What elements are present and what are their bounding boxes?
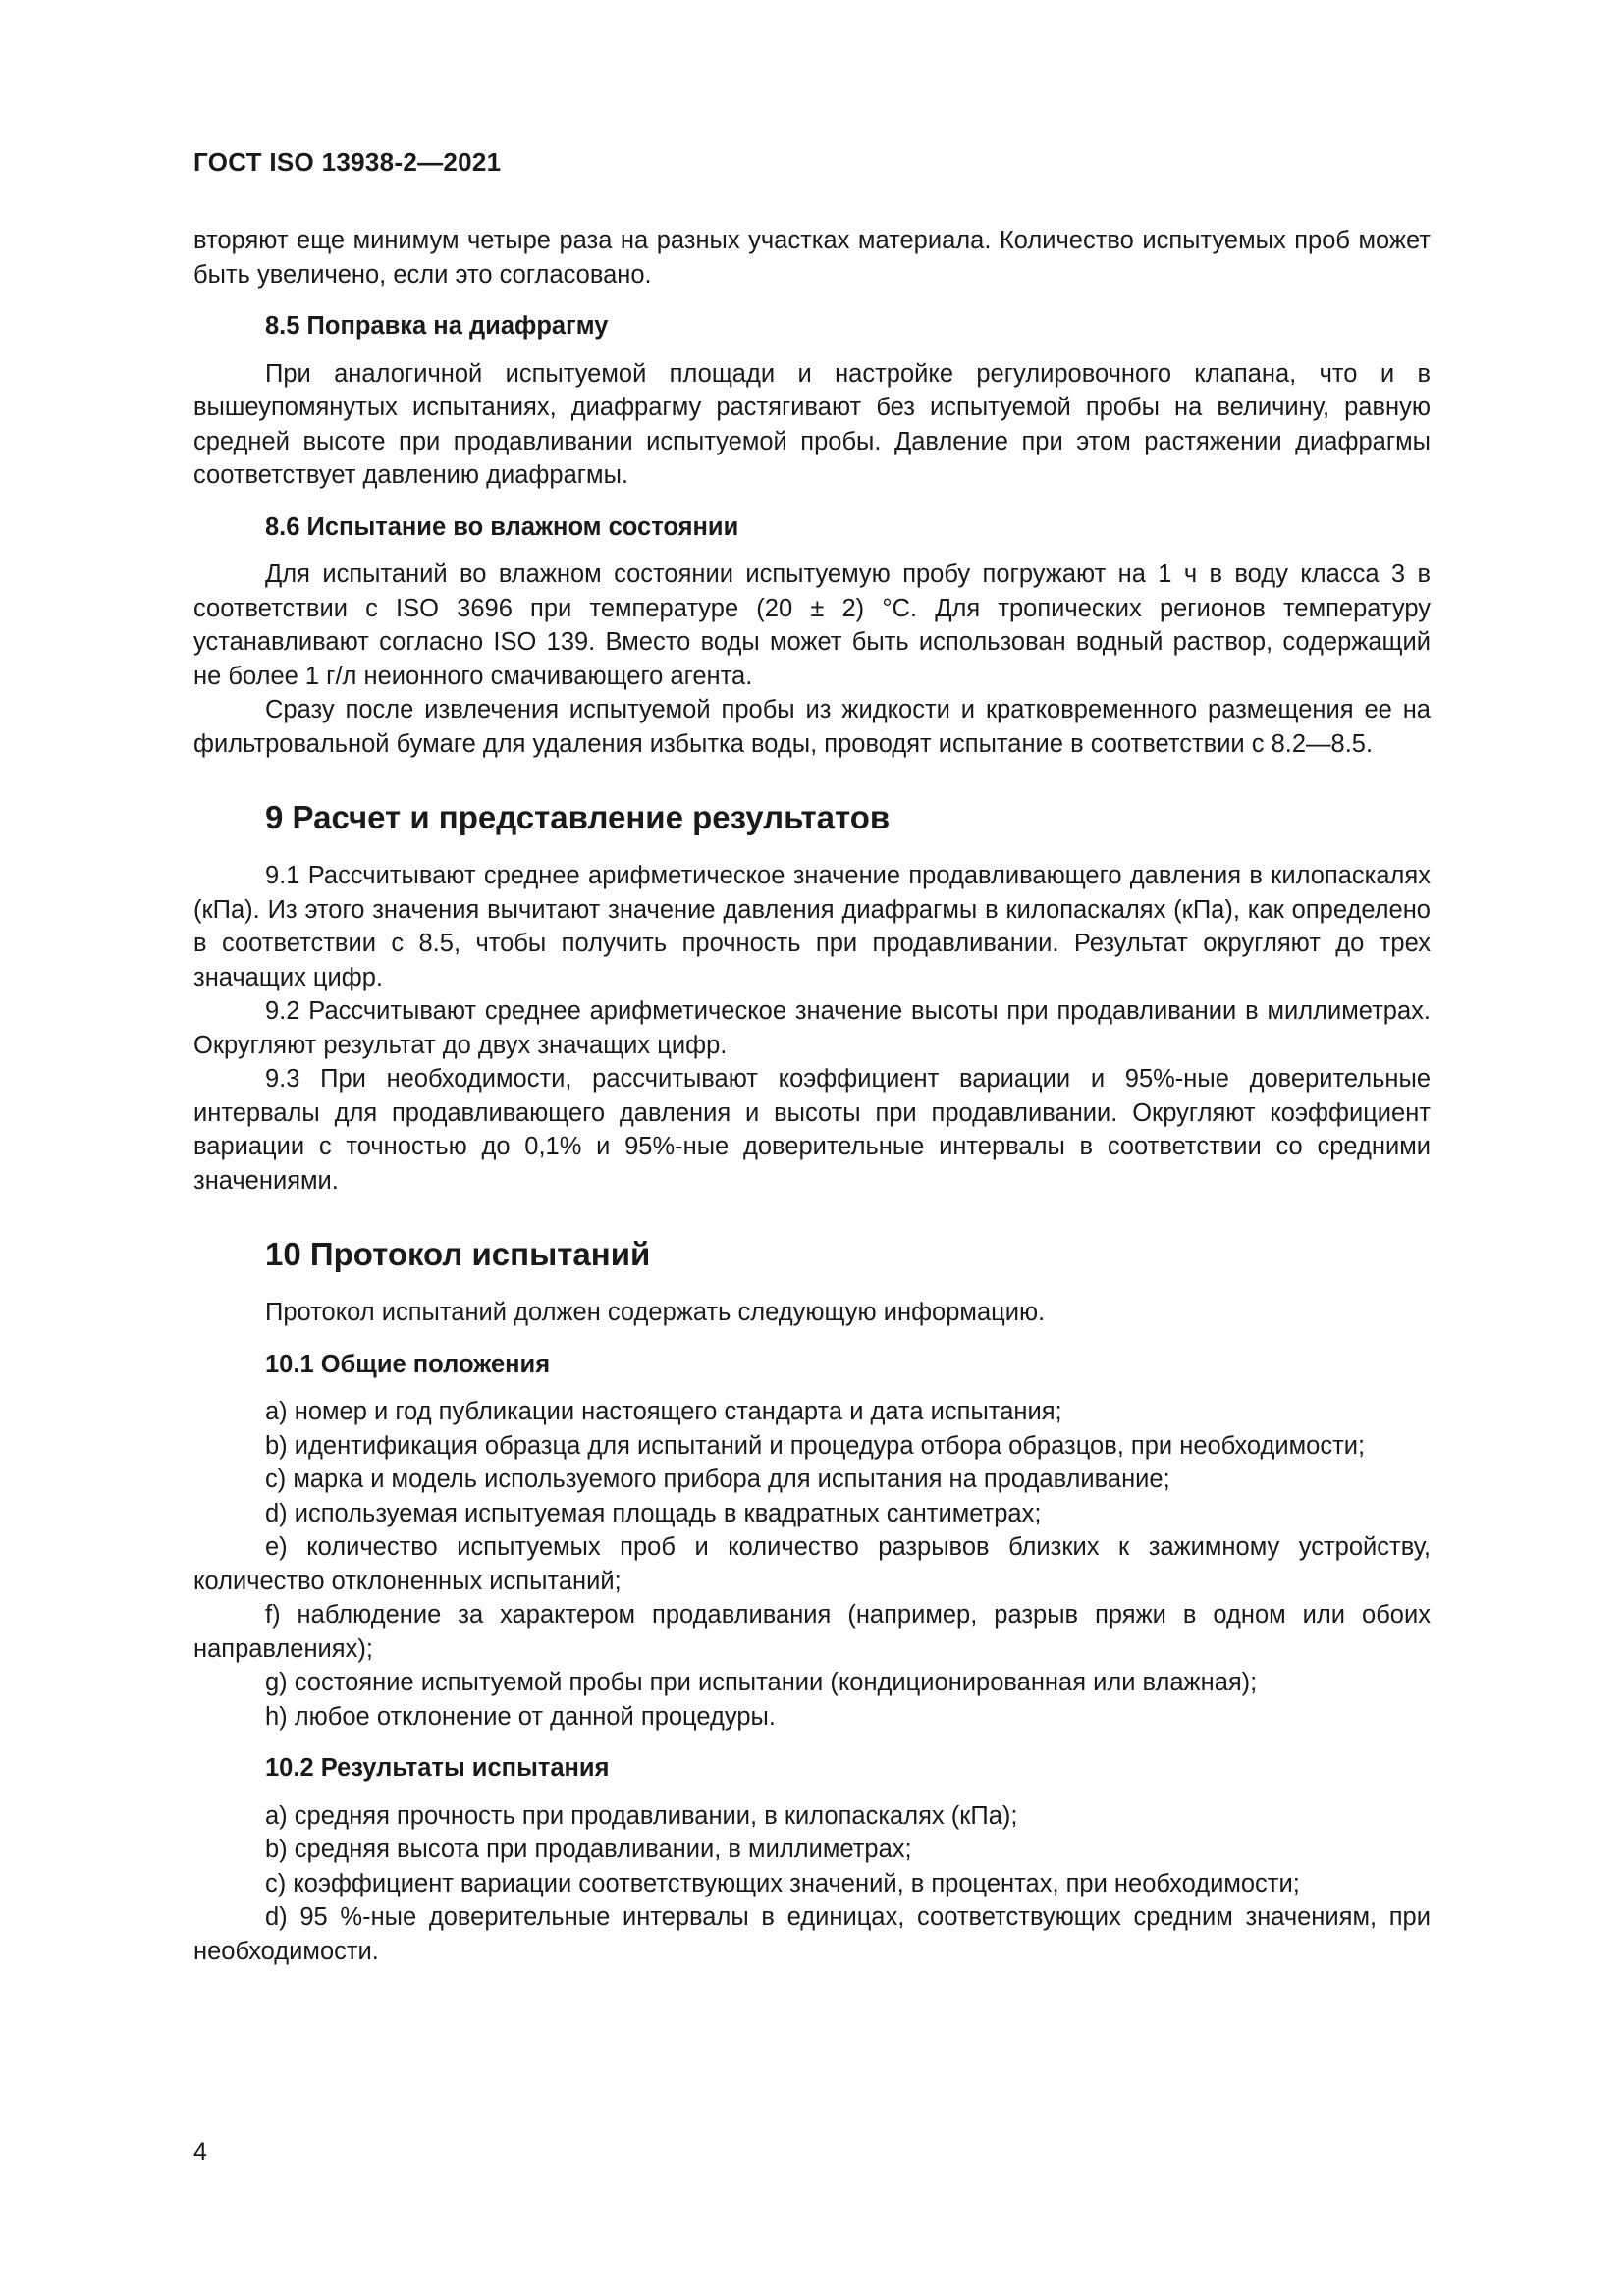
section-9-3-paragraph: 9.3 При необходимости, рассчитывают коэффициент вариации и 95%-ные доверительные интервалы для продавливающего давления и высоты при продавливании. Округляют коэффициент вариации с точностью до 0,1% и 95%-ные доверительные интервалы в соответствии со средними значениями. xyxy=(193,1065,1431,1195)
list-item: b) средняя высота при продавливании, в миллиметрах; xyxy=(265,1836,912,1863)
list-item: b) идентификация образца для испытаний и процедура отбора образцов, при необходимости; xyxy=(265,1431,1366,1460)
list-item: c) марка и модель используемого прибора для испытания на продавливание; xyxy=(265,1466,1170,1493)
section-9-1-paragraph: 9.1 Рассчитывают среднее арифметическое значение продавливающего давления в килопаскалях (кПа). Из этого значения вычитают значение давления диафрагмы в килопаскалях (кПа), как определено в соответствии с 8.5, чтобы получить прочность при продавливании. Результат округляют до трех значащих цифр. xyxy=(193,862,1431,991)
page-content xyxy=(193,224,1431,1968)
list-item: a) средняя прочность при продавливании, в килопаскалях (кПа); xyxy=(265,1801,1018,1830)
section-8-5-paragraph: При аналогичной испытуемой площади и настройке регулировочного клапана, что и в вышеупомянутых испытаниях, диафрагму растягивают без испытуемой пробы на величину, равную средней высоте при продавливании испытуемой пробы. Давление при этом растяжении диафрагмы соответствует давлению диафрагмы. xyxy=(193,359,1431,489)
section-10-heading: 10 Протокол испытаний xyxy=(265,1236,651,1272)
list-item: d) 95 %-ные доверительные интервалы в единицах, соответствующих средним значениям, при необходимости. xyxy=(193,1903,1431,1965)
page-number: 4 xyxy=(193,2138,207,2165)
list-item: a) номер и год публикации настоящего стандарта и дата испытания; xyxy=(265,1398,1062,1425)
section-10-intro: Протокол испытаний должен содержать следующую информацию. xyxy=(265,1299,1046,1326)
section-8-6-heading: 8.6 Испытание во влажном состоянии xyxy=(265,512,739,541)
document-code-header: ГОСТ ISO 13938-2—2021 xyxy=(193,147,502,177)
list-item: c) коэффициент вариации соответствующих значений, в процентах, при необходимости; xyxy=(265,1869,1300,1897)
section-8-6-paragraph-1: Для испытаний во влажном состоянии испытуемую пробу погружают на 1 ч в воду класса 3 в соответствии с ISO 3696 при температуре (20 ± 2) °С. Для тропических регионов температуру устанавливают согласно ISO 139. Вместо воды может быть использован водный раствор, содержащий не более 1 г/л неионного смачивающего агента. xyxy=(193,561,1431,690)
section-9-2-paragraph: 9.2 Рассчитывают среднее арифметическое значение высоты при продавливании в миллиметрах. Округляют результат до двух значащих цифр. xyxy=(193,997,1431,1059)
section-8-5-heading: 8.5 Поправка на диафрагму xyxy=(265,312,609,340)
intro-paragraph: вторяют еще минимум четыре раза на разных участках материала. Количество испытуемых проб может быть увеличено, если это согласовано. xyxy=(193,227,1431,289)
section-10-1-heading: 10.1 Общие положения xyxy=(265,1350,551,1378)
list-item: d) используемая испытуемая площадь в квадратных сантиметрах; xyxy=(265,1499,1042,1527)
section-10-2-heading: 10.2 Результаты испытания xyxy=(265,1754,610,1782)
section-8-6-paragraph-2: Сразу после извлечения испытуемой пробы из жидкости и кратковременного размещения ее на фильтровальной бумаге для удаления избытка воды, проводят испытание в соответствии с 8.2—8.5. xyxy=(193,696,1431,758)
list-item: h) любое отклонение от данной процедуры. xyxy=(265,1702,776,1731)
list-item: g) состояние испытуемой пробы при испытании (кондиционированная или влажная); xyxy=(265,1669,1258,1696)
list-item: f) наблюдение за характером продавливания (например, разрыв пряжи в одном или обоих направлениях); xyxy=(193,1601,1431,1663)
list-item: e) количество испытуемых проб и количество разрывов близких к зажимному устройству, количество отклоненных испытаний; xyxy=(193,1533,1431,1595)
section-9-heading: 9 Расчет и представление результатов xyxy=(265,799,891,835)
